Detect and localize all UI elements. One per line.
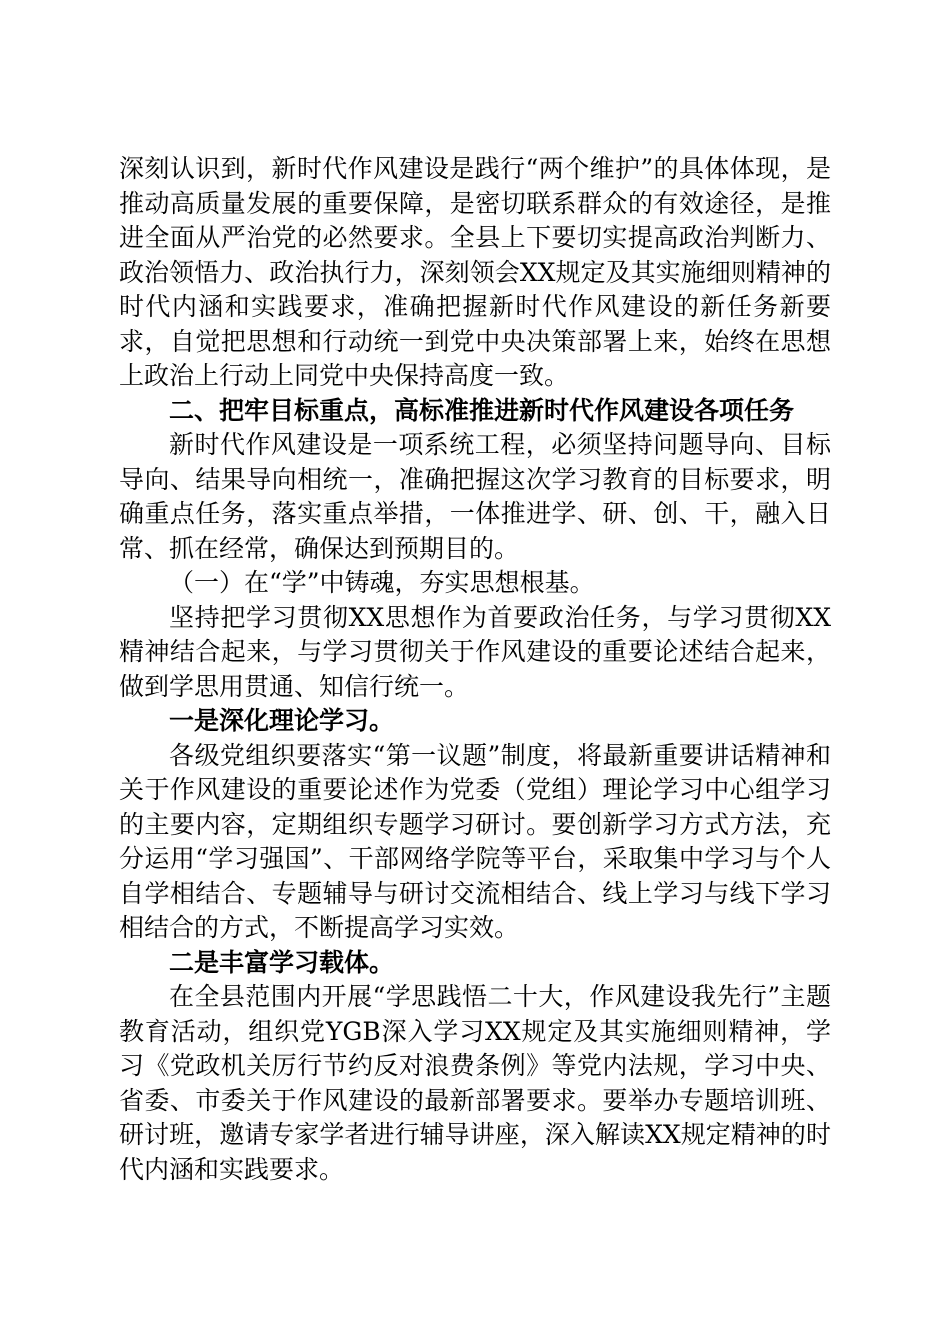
point-heading-1: 一是深化理论学习。 [169, 706, 395, 735]
paragraph-subheading-1: 坚持把学习贯彻XX思想作为首要政治任务，与学习贯彻XX精神结合起来，与学习贯彻关于作风建设的重要论述结合起来，做到学思用贯通、知信行统一。 [119, 602, 831, 701]
subheading-1: （一）在“学”中铸魂，夯实思想根基。 [169, 568, 595, 597]
paragraph-intro: 深刻认识到，新时代作风建设是践行“两个维护”的具体体现，是推动高质量发展的重要保障，是密切联系群众的有效途径，是推进全面从严治党的必然要求。全县上下要切实提高政治判断力、政治领悟力、政治执行力，深刻领会XX规定及其实施细则精神的时代内涵和实践要求，准确把握新时代作风建设的新任务新要求，自觉把思想和行动统一到党中央决策部署上来，始终在思想上政治上行动上同党中央保持高度一致。 [119, 154, 831, 390]
point-heading-2: 二是丰富学习载体。 [169, 947, 395, 977]
section-heading-2: 二、把牢目标重点，高标准推进新时代作风建设各项任务 [169, 395, 795, 425]
paragraph-point-1: 各级党组织要落实“第一议题”制度，将最新重要讲话精神和关于作风建设的重要论述作为党委（党组）理论学习中心组学习的主要内容，定期组织专题学习研讨。要创新学习方式方法，充分运用“学习强国”、干部网络学院等平台，采取集中学习与个人自学相结合、专题辅导与研讨交流相结合、线上学习与线下学习相结合的方式，不断提高学习实效。 [119, 740, 831, 942]
paragraph-section-2-intro: 新时代作风建设是一项系统工程，必须坚持问题导向、目标导向、结果导向相统一，准确把握这次学习教育的目标要求，明确重点任务，落实重点举措，一体推进学、研、创、干，融入日常、抓在经常，确保达到预期目的。 [119, 430, 831, 563]
document-body [119, 152, 831, 1187]
paragraph-point-2: 在全县范围内开展“学思践悟二十大，作风建设我先行”主题教育活动，组织党YGB深入学习XX规定及其实施细则精神，学习《党政机关厉行节约反对浪费条例》等党内法规，学习中央、省委、市委关于作风建设的最新部署要求。要举办专题培训班、研讨班，邀请专家学者进行辅导讲座，深入解读XX规定精神的时代内涵和实践要求。 [119, 982, 831, 1184]
